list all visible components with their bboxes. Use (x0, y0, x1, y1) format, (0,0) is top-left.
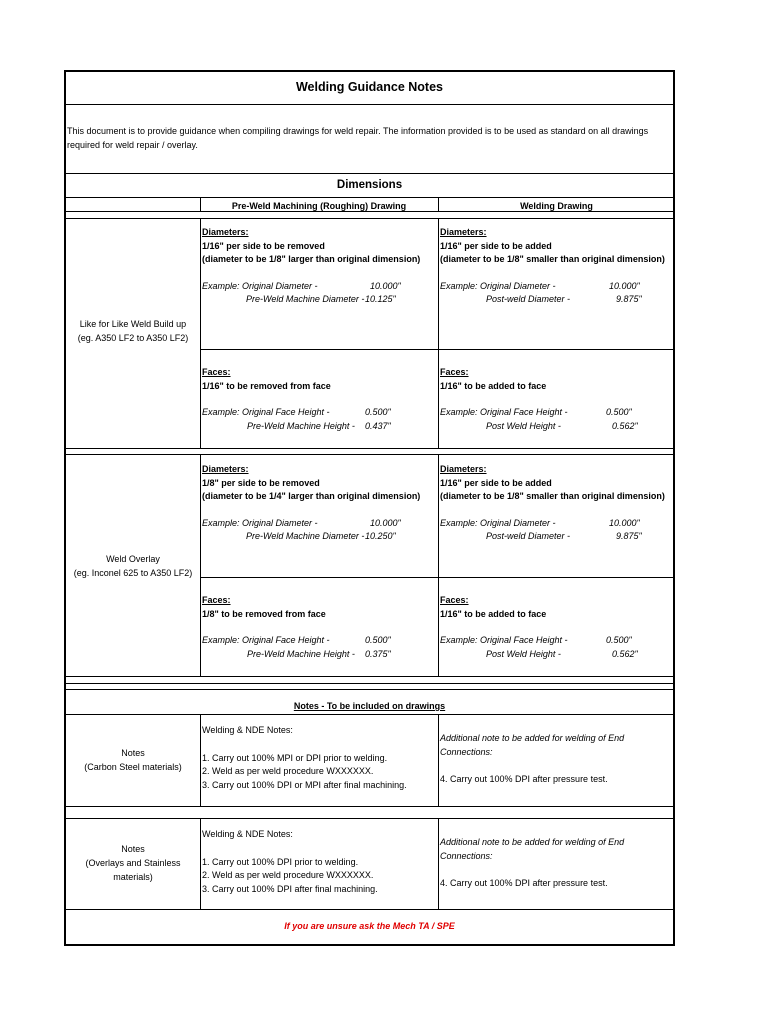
divider (200, 818, 201, 909)
preweld-diameters-cell: Diameters: 1/16" per side to be removed (diameter to be 1/8" larger than original dimension) Example: Original Diameter - 10.000" Pre-Weld Machine Diameter - 10.125" (202, 227, 421, 304)
document-sheet (64, 70, 675, 946)
footer-warning: If you are unsure ask the Mech TA / SPE (284, 921, 455, 931)
divider (66, 683, 673, 684)
preweld-diameters-cell: Diameters: 1/8" per side to be removed (diameter to be 1/4" larger than original dimension) Example: Original Diameter - 10.000" Pre-Weld Machine Diameter - 10.250" (202, 464, 421, 541)
divider (200, 454, 201, 676)
divider (66, 454, 673, 455)
divider (66, 909, 673, 910)
welding-faces-cell: Faces: 1/16" to be added to face Example: Original Face Height - 0.500" Post Weld Height - 0.562" (440, 367, 638, 431)
divider (66, 676, 673, 677)
divider (438, 818, 439, 909)
column-header-welding: Welding Drawing (520, 201, 593, 211)
divider (200, 714, 201, 806)
divider (200, 218, 201, 448)
divider (66, 806, 673, 807)
notes-label-overlays-stainless: Notes (Overlays and Stainless materials) (85, 844, 181, 882)
welding-nde-notes-cell: Welding & NDE Notes: 1. Carry out 100% MPI or DPI prior to welding. 2. Weld as per weld procedure WXXXXXX. 3. Carry out 100% DPI or MPI after final machining. (202, 725, 407, 790)
notes-title: Notes - To be included on drawings (293, 701, 446, 711)
document-title: Welding Guidance Notes (295, 80, 443, 94)
intro-text-line-1: This document is to provide guidance when compiling drawings for weld repair. The information provided is to be used as standard on all drawings (67, 126, 649, 136)
divider (66, 173, 673, 174)
divider (66, 218, 673, 219)
divider (438, 454, 439, 676)
divider (66, 197, 673, 198)
divider (438, 197, 439, 211)
divider (200, 197, 201, 211)
intro-text-line-2: required for weld repair / overlay. (67, 140, 198, 150)
divider (66, 104, 673, 105)
row-label-like-for-like: Like for Like Weld Build up (eg. A350 LF2 to A350 LF2) (77, 319, 189, 343)
preweld-faces-cell: Faces: 1/16" to be removed from face Example: Original Face Height - 0.500" Pre-Weld Machine Height - 0.437" (202, 367, 391, 431)
notes-label-carbon-steel: Notes (Carbon Steel materials) (84, 748, 182, 772)
row-label-weld-overlay: Weld Overlay (eg. Inconel 625 to A350 LF2) (73, 554, 193, 578)
additional-notes-cell: Additional note to be added for welding of End Connections: 4. Carry out 100% DPI after pressure test. (440, 837, 625, 888)
column-header-preweld: Pre-Weld Machining (Roughing) Drawing (231, 201, 407, 211)
divider (66, 448, 673, 449)
divider (200, 349, 673, 350)
divider (66, 689, 673, 690)
divider (438, 218, 439, 448)
divider (438, 714, 439, 806)
welding-nde-notes-cell: Welding & NDE Notes: 1. Carry out 100% DPI prior to welding. 2. Weld as per weld procedure WXXXXXX. 3. Carry out 100% DPI after final machining. (202, 829, 378, 894)
welding-faces-cell: Faces: 1/16" to be added to face Example: Original Face Height - 0.500" Post Weld Height - 0.562" (440, 595, 638, 659)
divider (200, 577, 673, 578)
welding-diameters-cell: Diameters: 1/16" per side to be added (diameter to be 1/8" smaller than original dimension) Example: Original Diameter - 10.000" Post-weld Diameter - 9.875" (440, 227, 665, 304)
additional-notes-cell: Additional note to be added for welding of End Connections: 4. Carry out 100% DPI after pressure test. (440, 733, 625, 784)
preweld-faces-cell: Faces: 1/8" to be removed from face Example: Original Face Height - 0.500" Pre-Weld Machine Height - 0.375" (202, 595, 391, 659)
welding-diameters-cell: Diameters: 1/16" per side to be added (diameter to be 1/8" smaller than original dimension) Example: Original Diameter - 10.000" Post-weld Diameter - 9.875" (440, 464, 665, 541)
dimensions-title: Dimensions (336, 179, 403, 191)
divider (66, 714, 673, 715)
divider (66, 211, 673, 212)
divider (66, 818, 673, 819)
